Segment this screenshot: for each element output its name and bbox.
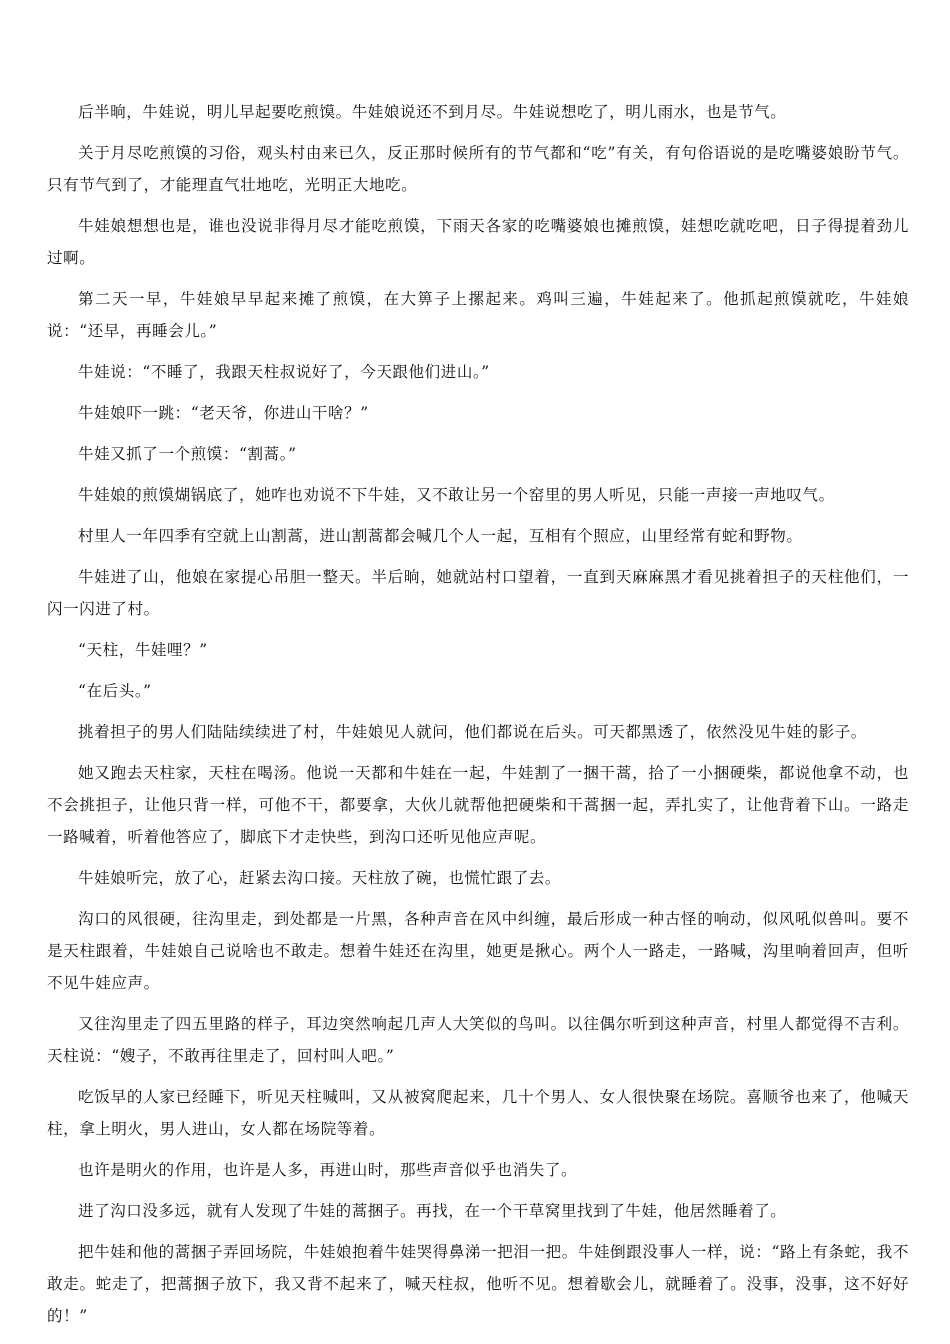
paragraph: 牛娃进了山，他娘在家提心吊胆一整天。半后晌，她就站村口望着，一直到天麻麻黑才看见挑着担子的天柱他们，一闪一闪进了村。 <box>47 568 909 618</box>
paragraph: 后半晌，牛娃说，明儿早起要吃煎馍。牛娃娘说还不到月尽。牛娃说想吃了，明儿雨水，也是节气。 <box>78 103 787 121</box>
paragraph: 牛娃娘吓一跳：“老天爷，你进山干啥？” <box>78 404 369 422</box>
paragraph: 牛娃娘听完，放了心，赶紧去沟口接。天柱放了碗，也慌忙跟了去。 <box>78 869 562 887</box>
paragraph: 把牛娃和他的蒿捆子弄回场院，牛娃娘抱着牛娃哭得鼻涕一把泪一把。牛娃倒跟没事人一样，说：“路上有条蛇，我不敢走。蛇走了，把蒿捆子放下，我又背不起来了，喊天柱叔，他听不见。想着歇会儿，就睡着了。没事，没事，这不好好的！” <box>47 1243 909 1325</box>
paragraph: 挑着担子的男人们陆陆续续进了村，牛娃娘见人就问，他们都说在后头。可天都黑透了，依然没见牛娃的影子。 <box>78 723 867 741</box>
paragraph: 关于月尽吃煎馍的习俗，观头村由来已久，反正那时候所有的节气都和“吃”有关，有句俗语说的是吃嘴婆娘盼节气。只有节气到了，才能理直气壮地吃，光明正大地吃。 <box>47 144 909 194</box>
paragraph: “天柱，牛娃哩？” <box>78 641 208 659</box>
paragraph: 又往沟里走了四五里路的样子，耳边突然响起几声人大笑似的鸟叫。以往偶尔听到这种声音，村里人都觉得不吉利。天柱说：“嫂子，不敢再往里走了，回村叫人吧。” <box>47 1015 909 1065</box>
paragraph: 第二天一早，牛娃娘早早起来摊了煎馍，在大箅子上摞起来。鸡叫三遍，牛娃起来了。他抓起煎馍就吃，牛娃娘说：“还早，再睡会儿。” <box>47 290 909 340</box>
paragraph: 村里人一年四季有空就上山割蒿，进山割蒿都会喊几个人一起，互相有个照应，山里经常有蛇和野物。 <box>78 527 803 545</box>
paragraph: 牛娃说：“不睡了，我跟天柱叔说好了，今天跟他们进山。” <box>78 363 490 381</box>
paragraph: 吃饭早的人家已经睡下，听见天柱喊叫，又从被窝爬起来，几十个男人、女人很快聚在场院。喜顺爷也来了，他喊天柱，拿上明火，男人进山，女人都在场院等着。 <box>47 1088 909 1138</box>
paragraph: 牛娃娘的煎馍煳锅底了，她咋也劝说不下牛娃，又不敢让另一个窑里的男人听见，只能一声接一声地叹气。 <box>78 486 835 504</box>
paragraph: 进了沟口没多远，就有人发现了牛娃的蒿捆子。再找，在一个干草窝里找到了牛娃，他居然睡着了。 <box>78 1202 787 1220</box>
article-body <box>47 96 909 1341</box>
paragraph: 牛娃又抓了一个煎馍：“割蒿。” <box>78 445 297 463</box>
paragraph: 她又跑去天柱家，天柱在喝汤。他说一天都和牛娃在一起，牛娃割了一捆干蒿，拾了一小捆硬柴，都说他拿不动，也不会挑担子，让他只背一样，可他不干，都要拿，大伙儿就帮他把硬柴和干蒿捆一起，弄扎实了，让他背着下山。一路走一路喊着，听着他答应了，脚底下才走快些，到沟口还听见他应声呢。 <box>47 764 909 846</box>
paragraph: 沟口的风很硬，往沟里走，到处都是一片黑，各种声音在风中纠缠，最后形成一种古怪的响动，似风吼似兽叫。要不是天柱跟着，牛娃娘自己说啥也不敢走。想着牛娃还在沟里，她更是揪心。两个人一路走，一路喊，沟里响着回声，但听不见牛娃应声。 <box>47 910 909 992</box>
paragraph: 牛娃娘想想也是，谁也没说非得月尽才能吃煎馍，下雨天各家的吃嘴婆娘也摊煎馍，娃想吃就吃吧，日子得提着劲儿过啊。 <box>47 217 909 267</box>
paragraph: 也许是明火的作用，也许是人多，再进山时，那些声音似乎也消失了。 <box>78 1161 578 1179</box>
paragraph: “在后头。” <box>78 682 152 700</box>
